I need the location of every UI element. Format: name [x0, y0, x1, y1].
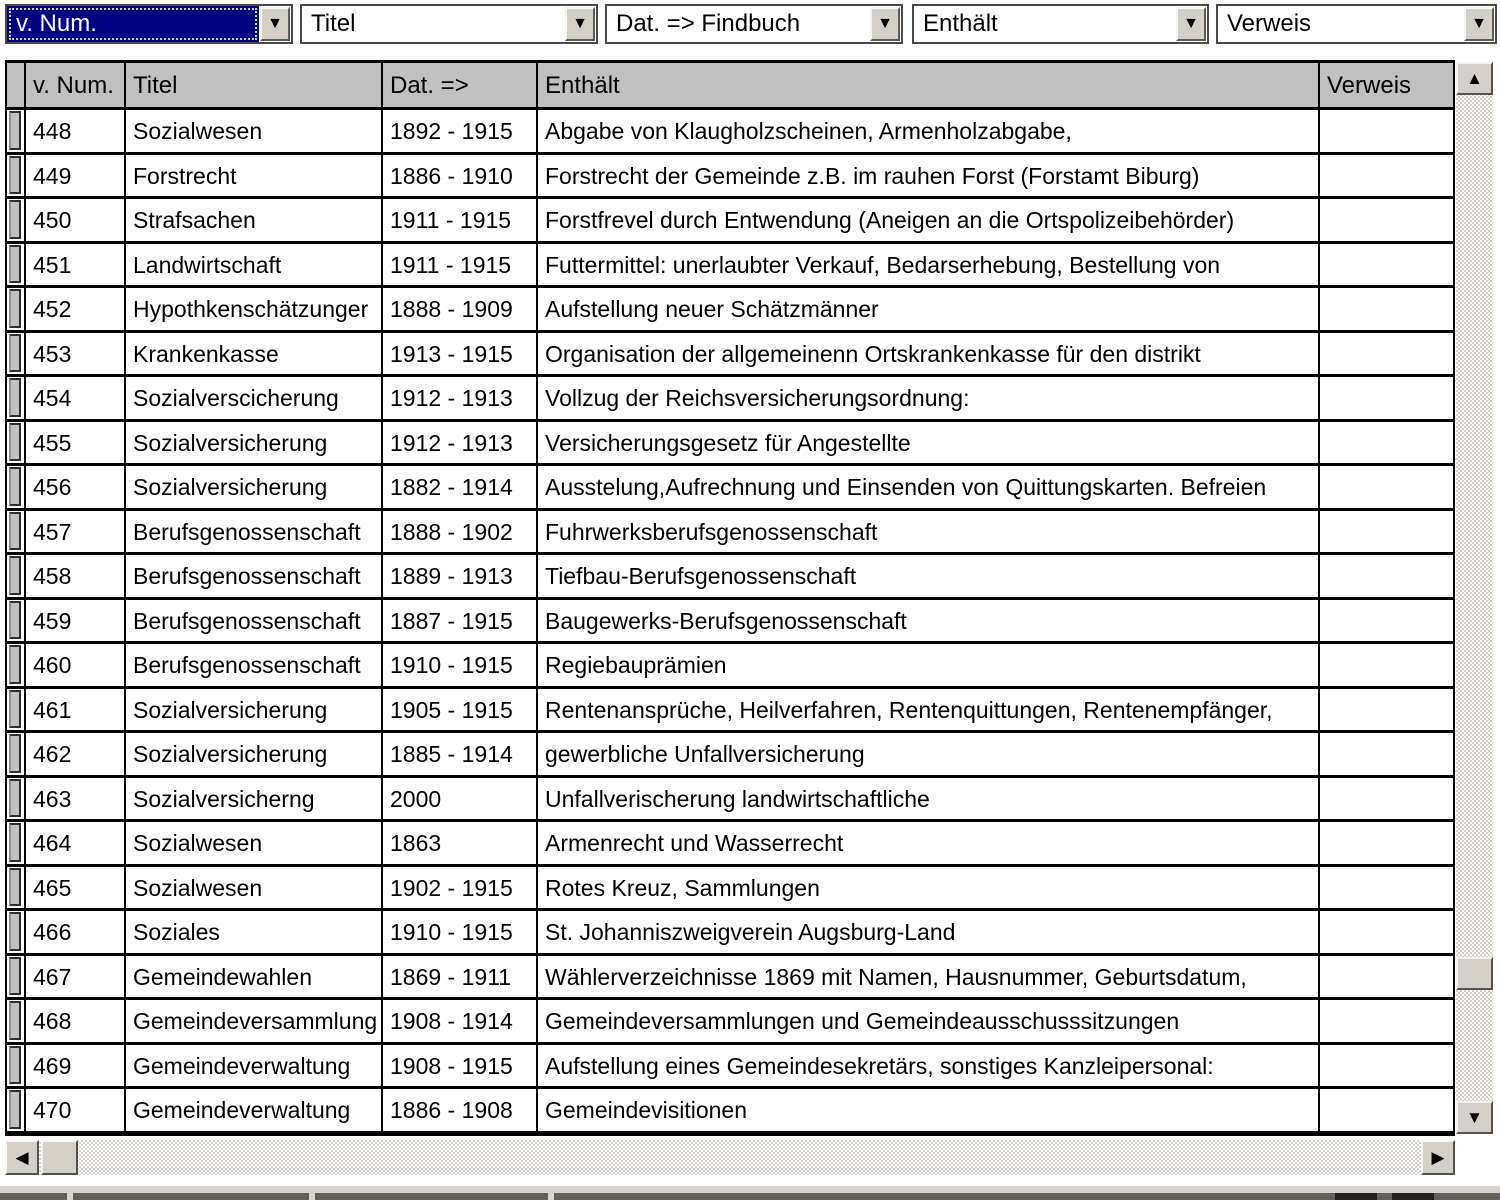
- cell-dat[interactable]: 1908 - 1915: [383, 1045, 538, 1087]
- record-selector-button[interactable]: [9, 912, 21, 951]
- cell-verweis[interactable]: [1320, 244, 1453, 286]
- cell-dat[interactable]: 1910 - 1915: [383, 644, 538, 686]
- window-edge: [0, 1186, 1500, 1200]
- record-selector[interactable]: [7, 956, 26, 998]
- cell-vnum[interactable]: 460: [26, 644, 126, 686]
- cell-titel[interactable]: Hypothkenschätzunger: [126, 288, 383, 330]
- table-row: [7, 155, 1453, 200]
- cell-vnum[interactable]: 462: [26, 733, 126, 775]
- cell-dat[interactable]: 1885 - 1914: [383, 733, 538, 775]
- cell-dat[interactable]: 1863: [383, 822, 538, 864]
- record-selector-button[interactable]: [9, 245, 21, 284]
- filter-combo-titel-value[interactable]: [302, 6, 564, 42]
- cell-dat[interactable]: 1913 - 1915: [383, 333, 538, 375]
- table-row: [7, 733, 1453, 778]
- column-header-enthaelt[interactable]: Enthält: [538, 63, 1320, 107]
- table-row: [7, 600, 1453, 645]
- cell-titel[interactable]: Berufsgenossenschaft: [126, 511, 383, 553]
- cell-dat[interactable]: 2000: [383, 778, 538, 820]
- table-row: [7, 555, 1453, 600]
- cell-enthaelt[interactable]: Organisation der allgemeinenn Ortskrankenkasse für den distrikt: [538, 333, 1320, 375]
- scroll-left-button[interactable]: [5, 1140, 39, 1175]
- cell-verweis[interactable]: [1320, 1045, 1453, 1087]
- record-selector[interactable]: [7, 511, 26, 553]
- table-row: [7, 822, 1453, 867]
- record-selector[interactable]: [7, 911, 26, 953]
- chevron-down-glyph: ▼: [1183, 15, 1199, 32]
- record-selector-button[interactable]: [9, 868, 21, 907]
- cell-dat[interactable]: 1887 - 1915: [383, 600, 538, 642]
- cell-dat[interactable]: 1912 - 1913: [383, 377, 538, 419]
- table-row: [7, 911, 1453, 956]
- cell-enthaelt[interactable]: Versicherungsgesetz für Angestellte: [538, 422, 1320, 464]
- cell-enthaelt[interactable]: Rotes Kreuz, Sammlungen: [538, 867, 1320, 909]
- cell-vnum[interactable]: 454: [26, 377, 126, 419]
- record-selector-button[interactable]: [9, 334, 21, 373]
- cell-verweis[interactable]: [1320, 911, 1453, 953]
- cell-titel[interactable]: Sozialwesen: [126, 867, 383, 909]
- cell-vnum[interactable]: 466: [26, 911, 126, 953]
- cell-dat[interactable]: 1888 - 1909: [383, 288, 538, 330]
- cell-enthaelt[interactable]: Armenrecht und Wasserrecht: [538, 822, 1320, 864]
- scroll-down-button[interactable]: [1456, 1101, 1493, 1134]
- chevron-down-icon[interactable]: [565, 7, 595, 41]
- chevron-down-glyph: ▼: [877, 15, 893, 32]
- cell-dat[interactable]: 1912 - 1913: [383, 422, 538, 464]
- cell-dat[interactable]: 1910 - 1915: [383, 911, 538, 953]
- chevron-down-glyph: ▼: [1471, 15, 1487, 32]
- filter-combo-verweis[interactable]: [1216, 4, 1497, 44]
- table-row: [7, 377, 1453, 422]
- cell-enthaelt[interactable]: Abgabe von Klaugholzscheinen, Armenholzabgabe,: [538, 110, 1320, 152]
- record-selector[interactable]: [7, 689, 26, 731]
- record-selector[interactable]: [7, 600, 26, 642]
- record-selector[interactable]: [7, 733, 26, 775]
- scroll-up-icon: ▲: [1466, 69, 1483, 88]
- cell-vnum[interactable]: 452: [26, 288, 126, 330]
- chevron-down-icon[interactable]: [1176, 7, 1206, 41]
- cell-vnum[interactable]: 470: [26, 1089, 126, 1131]
- cell-dat[interactable]: 1886 - 1910: [383, 155, 538, 197]
- cell-titel[interactable]: Gemeindeversammlung: [126, 1000, 383, 1042]
- record-selector-button[interactable]: [9, 779, 21, 818]
- record-selector[interactable]: [7, 466, 26, 508]
- record-selector-button[interactable]: [9, 823, 21, 862]
- record-selector-button[interactable]: [9, 1090, 21, 1129]
- record-selector[interactable]: [7, 422, 26, 464]
- record-selector[interactable]: [7, 377, 26, 419]
- combo-label: Verweis: [1227, 10, 1312, 37]
- table-row: [7, 1000, 1453, 1045]
- cell-verweis[interactable]: [1320, 466, 1453, 508]
- table-row: [7, 644, 1453, 689]
- vertical-scrollbar-thumb[interactable]: [1456, 957, 1493, 990]
- cell-vnum[interactable]: 456: [26, 466, 126, 508]
- table-row: [7, 466, 1453, 511]
- column-header-verweis[interactable]: Verweis: [1320, 63, 1453, 107]
- chevron-down-icon[interactable]: [1464, 7, 1494, 41]
- cell-verweis[interactable]: [1320, 600, 1453, 642]
- window-edge-notch: [309, 1193, 315, 1200]
- cell-dat[interactable]: 1902 - 1915: [383, 867, 538, 909]
- filter-combo-vnum-value[interactable]: [7, 6, 259, 42]
- table-row: [7, 778, 1453, 823]
- cell-verweis[interactable]: [1320, 689, 1453, 731]
- column-header-titel[interactable]: Titel: [126, 63, 383, 107]
- record-selector[interactable]: [7, 1045, 26, 1087]
- cell-enthaelt[interactable]: St. Johanniszweigverein Augsburg-Land: [538, 911, 1320, 953]
- record-selector[interactable]: [7, 155, 26, 197]
- cell-dat[interactable]: 1869 - 1911: [383, 956, 538, 998]
- scroll-down-icon: ▼: [1466, 1108, 1483, 1127]
- cell-titel[interactable]: Sozialversicherung: [126, 733, 383, 775]
- cell-enthaelt[interactable]: Baugewerks-Berufsgenossenschaft: [538, 600, 1320, 642]
- record-selector-header[interactable]: [7, 63, 26, 107]
- vertical-scrollbar[interactable]: [1456, 62, 1493, 1134]
- cell-verweis[interactable]: [1320, 511, 1453, 553]
- combo-label: Titel: [311, 10, 356, 37]
- cell-verweis[interactable]: [1320, 822, 1453, 864]
- table-row: [7, 333, 1453, 378]
- cell-dat[interactable]: 1882 - 1914: [383, 466, 538, 508]
- cell-verweis[interactable]: [1320, 644, 1453, 686]
- cell-titel[interactable]: Sozialversicherung: [126, 466, 383, 508]
- filter-combo-vnum[interactable]: [5, 4, 293, 44]
- table-row: [7, 288, 1453, 333]
- record-selector-button[interactable]: [9, 378, 21, 417]
- cell-verweis[interactable]: [1320, 422, 1453, 464]
- cell-vnum[interactable]: 459: [26, 600, 126, 642]
- cell-titel[interactable]: Sozialwesen: [126, 822, 383, 864]
- datasheet-grid: [5, 60, 1455, 1136]
- cell-dat[interactable]: 1892 - 1915: [383, 110, 538, 152]
- record-selector-button[interactable]: [9, 957, 21, 996]
- record-selector-button[interactable]: [9, 556, 21, 595]
- table-row: [7, 422, 1453, 467]
- cell-enthaelt[interactable]: Forstrecht der Gemeinde z.B. im rauhen Forst (Forstamt Biburg): [538, 155, 1320, 197]
- table-row: [7, 511, 1453, 556]
- record-selector[interactable]: [7, 778, 26, 820]
- cell-titel[interactable]: Berufsgenossenschaft: [126, 600, 383, 642]
- cell-dat[interactable]: 1889 - 1913: [383, 555, 538, 597]
- cell-vnum[interactable]: 449: [26, 155, 126, 197]
- cell-dat[interactable]: 1886 - 1908: [383, 1089, 538, 1131]
- cell-verweis[interactable]: [1320, 377, 1453, 419]
- cell-verweis[interactable]: [1320, 1000, 1453, 1042]
- cell-vnum[interactable]: 453: [26, 333, 126, 375]
- cell-titel[interactable]: Krankenkasse: [126, 333, 383, 375]
- filter-combo-dat[interactable]: [605, 4, 903, 44]
- cell-enthaelt[interactable]: Vollzug der Reichsversicherungsordnung:: [538, 377, 1320, 419]
- column-header-dat[interactable]: Dat. =>: [383, 63, 538, 107]
- scroll-left-icon: ◀: [15, 1148, 29, 1167]
- cell-enthaelt[interactable]: Gemeindeversammlungen und Gemeindeausschusssitzungen: [538, 1000, 1320, 1042]
- cell-verweis[interactable]: [1320, 155, 1453, 197]
- cell-enthaelt[interactable]: Rentenansprüche, Heilverfahren, Rentenquittungen, Rentenempfänger,: [538, 689, 1320, 731]
- cell-titel[interactable]: Gemeindeverwaltung: [126, 1045, 383, 1087]
- filter-combo-titel[interactable]: [300, 4, 598, 44]
- filter-combo-enthaelt[interactable]: [912, 4, 1209, 44]
- record-selector-button[interactable]: [9, 690, 21, 729]
- cell-vnum[interactable]: 457: [26, 511, 126, 553]
- cell-enthaelt[interactable]: Gemeindevisitionen: [538, 1089, 1320, 1131]
- grid-body: [7, 110, 1453, 1134]
- cell-vnum[interactable]: 467: [26, 956, 126, 998]
- scroll-right-icon: ▶: [1431, 1148, 1445, 1167]
- record-selector-button[interactable]: [9, 156, 21, 195]
- table-row: [7, 244, 1453, 289]
- table-row: [7, 1089, 1453, 1134]
- cell-vnum[interactable]: 465: [26, 867, 126, 909]
- cell-dat[interactable]: 1911 - 1915: [383, 199, 538, 241]
- record-selector[interactable]: [7, 822, 26, 864]
- record-selector-button[interactable]: [9, 467, 21, 506]
- cell-vnum[interactable]: 458: [26, 555, 126, 597]
- record-selector-button[interactable]: [9, 734, 21, 773]
- record-selector-button[interactable]: [9, 423, 21, 462]
- record-selector[interactable]: [7, 199, 26, 241]
- cell-vnum[interactable]: 450: [26, 199, 126, 241]
- cell-enthaelt[interactable]: Forstfrevel durch Entwendung (Aneigen an die Ortspolizeibehörder): [538, 199, 1320, 241]
- cell-enthaelt[interactable]: Ausstelung,Aufrechnung und Einsenden von Quittungskarten. Befreien: [538, 466, 1320, 508]
- record-selector-button[interactable]: [9, 289, 21, 328]
- filter-combo-verweis-value[interactable]: [1218, 6, 1463, 42]
- combo-label: Enthält: [923, 10, 998, 37]
- cell-enthaelt[interactable]: Aufstellung neuer Schätzmänner: [538, 288, 1320, 330]
- scroll-right-button[interactable]: [1421, 1140, 1455, 1175]
- cell-dat[interactable]: 1905 - 1915: [383, 689, 538, 731]
- table-row: [7, 689, 1453, 734]
- record-selector-button[interactable]: [9, 111, 21, 150]
- table-row: [7, 1045, 1453, 1090]
- record-selector[interactable]: [7, 333, 26, 375]
- cell-titel[interactable]: Gemeindeverwaltung: [126, 1089, 383, 1131]
- record-selector-button[interactable]: [9, 512, 21, 551]
- table-row: [7, 110, 1453, 155]
- record-selector[interactable]: [7, 555, 26, 597]
- cell-vnum[interactable]: 464: [26, 822, 126, 864]
- cell-verweis[interactable]: [1320, 199, 1453, 241]
- grid-header-row: [7, 63, 1453, 110]
- record-selector-button[interactable]: [9, 1001, 21, 1040]
- cell-enthaelt[interactable]: Fuhrwerksberufsgenossenschaft: [538, 511, 1320, 553]
- cell-enthaelt[interactable]: Aufstellung eines Gemeindesekretärs, sonstiges Kanzleipersonal:: [538, 1045, 1320, 1087]
- record-selector-button[interactable]: [9, 200, 21, 239]
- filter-combo-enthaelt-value[interactable]: [914, 6, 1175, 42]
- table-row: [7, 956, 1453, 1001]
- cell-vnum[interactable]: 451: [26, 244, 126, 286]
- column-header-vnum[interactable]: v. Num.: [26, 63, 126, 107]
- record-selector-button[interactable]: [9, 1046, 21, 1085]
- window-edge-segment: [1392, 1193, 1434, 1200]
- horizontal-scrollbar[interactable]: [5, 1140, 1455, 1175]
- cell-verweis[interactable]: [1320, 733, 1453, 775]
- cell-verweis[interactable]: [1320, 778, 1453, 820]
- table-row: [7, 199, 1453, 244]
- record-selector[interactable]: [7, 244, 26, 286]
- cell-titel[interactable]: Sozialversicherng: [126, 778, 383, 820]
- horizontal-scrollbar-thumb[interactable]: [41, 1140, 78, 1175]
- cell-verweis[interactable]: [1320, 110, 1453, 152]
- record-selector[interactable]: [7, 1089, 26, 1131]
- cell-titel[interactable]: Landwirtschaft: [126, 244, 383, 286]
- window-edge-notch: [548, 1193, 554, 1200]
- chevron-down-icon[interactable]: [260, 7, 290, 41]
- cell-vnum[interactable]: 468: [26, 1000, 126, 1042]
- cell-enthaelt[interactable]: gewerbliche Unfallversicherung: [538, 733, 1320, 775]
- cell-vnum[interactable]: 463: [26, 778, 126, 820]
- record-selector[interactable]: [7, 1000, 26, 1042]
- record-selector[interactable]: [7, 644, 26, 686]
- cell-enthaelt[interactable]: Unfallverischerung landwirtschaftliche: [538, 778, 1320, 820]
- record-selector[interactable]: [7, 867, 26, 909]
- record-selector[interactable]: [7, 288, 26, 330]
- cell-titel[interactable]: Forstrecht: [126, 155, 383, 197]
- window-edge-notch: [67, 1193, 73, 1200]
- window-edge-segment: [1335, 1193, 1377, 1200]
- cell-titel[interactable]: Berufsgenossenschaft: [126, 555, 383, 597]
- record-selector-button[interactable]: [9, 601, 21, 640]
- chevron-down-icon[interactable]: [870, 7, 900, 41]
- combo-label: Dat. => Findbuch: [616, 10, 801, 37]
- cell-titel[interactable]: Sozialwesen: [126, 110, 383, 152]
- cell-verweis[interactable]: [1320, 1089, 1453, 1131]
- cell-enthaelt[interactable]: Regiebauprämien: [538, 644, 1320, 686]
- cell-vnum[interactable]: 469: [26, 1045, 126, 1087]
- cell-dat[interactable]: 1911 - 1915: [383, 244, 538, 286]
- cell-dat[interactable]: 1908 - 1914: [383, 1000, 538, 1042]
- cell-titel[interactable]: Berufsgenossenschaft: [126, 644, 383, 686]
- cell-titel[interactable]: Sozialverscicherung: [126, 377, 383, 419]
- cell-verweis[interactable]: [1320, 333, 1453, 375]
- cell-enthaelt[interactable]: Futtermittel: unerlaubter Verkauf, Bedarserhebung, Bestellung von: [538, 244, 1320, 286]
- window-edge-border: [0, 1193, 1500, 1200]
- table-row: [7, 867, 1453, 912]
- cell-enthaelt[interactable]: Wählerverzeichnisse 1869 mit Namen, Hausnummer, Geburtsdatum,: [538, 956, 1320, 998]
- cell-verweis[interactable]: [1320, 555, 1453, 597]
- chevron-down-glyph: ▼: [267, 15, 283, 32]
- cell-titel[interactable]: Strafsachen: [126, 199, 383, 241]
- cell-verweis[interactable]: [1320, 956, 1453, 998]
- cell-enthaelt[interactable]: Tiefbau-Berufsgenossenschaft: [538, 555, 1320, 597]
- cell-dat[interactable]: 1888 - 1902: [383, 511, 538, 553]
- cell-vnum[interactable]: 455: [26, 422, 126, 464]
- cell-verweis[interactable]: [1320, 867, 1453, 909]
- cell-titel[interactable]: Soziales: [126, 911, 383, 953]
- record-selector-button[interactable]: [9, 645, 21, 684]
- cell-verweis[interactable]: [1320, 288, 1453, 330]
- record-selector[interactable]: [7, 110, 26, 152]
- cell-titel[interactable]: Gemeindewahlen: [126, 956, 383, 998]
- scroll-up-button[interactable]: [1456, 62, 1493, 95]
- cell-vnum[interactable]: 448: [26, 110, 126, 152]
- cell-vnum[interactable]: 461: [26, 689, 126, 731]
- filter-combo-dat-value[interactable]: [607, 6, 869, 42]
- chevron-down-glyph: ▼: [572, 15, 588, 32]
- cell-titel[interactable]: Sozialversicherung: [126, 689, 383, 731]
- cell-titel[interactable]: Sozialversicherung: [126, 422, 383, 464]
- combo-label: v. Num.: [16, 10, 97, 37]
